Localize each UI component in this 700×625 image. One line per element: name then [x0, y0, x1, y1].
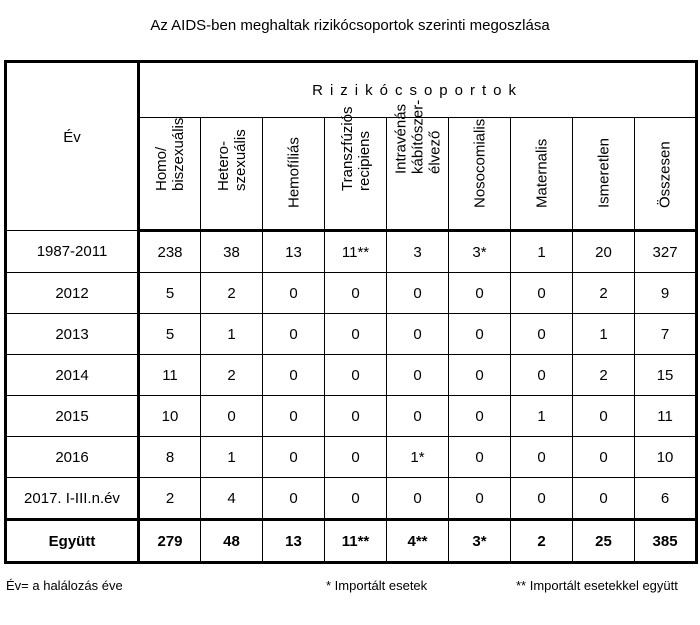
table-cell: 1: [201, 437, 263, 478]
table-cell: 0: [387, 355, 449, 396]
table-cell: 2: [573, 273, 635, 314]
table-cell: 0: [511, 478, 573, 520]
table-cell: 1: [573, 314, 635, 355]
column-header-label: Intravénás kábítószer- élvező: [392, 99, 443, 174]
total-cell: 4**: [387, 520, 449, 563]
column-header: [573, 118, 635, 231]
table-cell: 0: [573, 437, 635, 478]
table-cell: 15: [635, 355, 697, 396]
table-cell: 10: [139, 396, 201, 437]
table-cell: 11**: [325, 231, 387, 273]
table-cell: 0: [449, 396, 511, 437]
table-cell: 0: [263, 314, 325, 355]
column-header: [387, 99, 449, 231]
table-cell: 0: [387, 396, 449, 437]
table-row: [6, 396, 697, 437]
footnote-year: Év= a halálozás éve: [6, 578, 123, 593]
column-header: [511, 118, 573, 231]
table-cell: 3: [387, 231, 449, 273]
table-cell: 1: [511, 231, 573, 273]
table-cell: 11: [635, 396, 697, 437]
table-cell: 2: [573, 355, 635, 396]
table-cell: 0: [325, 396, 387, 437]
column-header: [325, 106, 387, 231]
total-cell: 13: [263, 520, 325, 563]
table-cell: 0: [387, 314, 449, 355]
table-cell: 8: [139, 437, 201, 478]
table-cell: 1*: [387, 437, 449, 478]
table-cell: 3*: [449, 231, 511, 273]
table-cell: 0: [511, 355, 573, 396]
table-cell: 0: [511, 273, 573, 314]
table-cell: 20: [573, 231, 635, 273]
table-cell: 5: [139, 314, 201, 355]
table-cell: 0: [325, 314, 387, 355]
table-cell: 0: [325, 478, 387, 520]
table-row: [6, 478, 697, 520]
mortality-table: [4, 60, 698, 564]
table-cell: 0: [263, 396, 325, 437]
table-cell: 0: [511, 437, 573, 478]
table-cell: 0: [325, 437, 387, 478]
table-cell: 4: [201, 478, 263, 520]
table-cell: 0: [449, 437, 511, 478]
row-year: 2015: [6, 396, 139, 437]
total-cell: 385: [635, 520, 697, 563]
table-cell: 0: [573, 396, 635, 437]
table-row: [6, 314, 697, 355]
column-header: [139, 118, 201, 231]
total-cell: 48: [201, 520, 263, 563]
column-header-label: Összesen: [656, 141, 674, 208]
table-cell: 0: [511, 314, 573, 355]
column-header-label: Maternalis: [533, 138, 550, 208]
table-cell: 9: [635, 273, 697, 314]
risk-group-header: Rizikócsoportok: [139, 62, 697, 118]
table-cell: 0: [263, 478, 325, 520]
column-header: [201, 118, 263, 231]
table-cell: 0: [573, 478, 635, 520]
table-cell: 0: [387, 273, 449, 314]
table-row: [6, 437, 697, 478]
table-cell: 7: [635, 314, 697, 355]
table-cell: 0: [263, 355, 325, 396]
table-cell: 0: [263, 273, 325, 314]
table-cell: 10: [635, 437, 697, 478]
table-cell: 0: [201, 396, 263, 437]
table-cell: 1: [201, 314, 263, 355]
table-cell: 0: [325, 273, 387, 314]
row-year: 2016: [6, 437, 139, 478]
row-year: 2012: [6, 273, 139, 314]
page-title: Az AIDS-ben meghaltak rizikócsoportok szerinti megoszlása: [150, 17, 550, 34]
table-cell: 238: [139, 231, 201, 273]
column-header: [635, 118, 697, 231]
total-row: [6, 520, 697, 563]
table-cell: 2: [201, 273, 263, 314]
table-cell: 0: [325, 355, 387, 396]
column-header-label: Hetero- szexuális: [214, 129, 249, 191]
table-cell: 13: [263, 231, 325, 273]
row-year: 1987-2011: [6, 231, 139, 273]
table-row: [6, 355, 697, 396]
year-column-header: Év: [6, 62, 139, 231]
total-label: Együtt: [6, 520, 139, 563]
footnote-with-imported: ** Importált esetekkel együtt: [516, 578, 678, 593]
table-cell: 0: [387, 478, 449, 520]
table-cell: 0: [263, 437, 325, 478]
footnote-imported: * Importált esetek: [326, 578, 428, 593]
column-header: [263, 118, 325, 231]
table-cell: 38: [201, 231, 263, 273]
column-header-label: Homo/ biszexuális: [153, 117, 187, 191]
total-cell: 2: [511, 520, 573, 563]
table-cell: 0: [449, 273, 511, 314]
column-header-label: Transzfúziós recipiens: [338, 106, 373, 191]
column-header: [449, 118, 511, 231]
total-cell: 11**: [325, 520, 387, 563]
row-year: 2013: [6, 314, 139, 355]
total-cell: 25: [573, 520, 635, 563]
row-year: 2017. I-III.n.év: [6, 478, 139, 520]
column-header-label: Nosocomialis: [471, 118, 488, 208]
table-cell: 327: [635, 231, 697, 273]
column-header-label: Ismeretlen: [595, 137, 612, 208]
total-cell: 279: [139, 520, 201, 563]
row-year: 2014: [6, 355, 139, 396]
table-cell: 6: [635, 478, 697, 520]
column-header-label: Hemofíliás: [285, 137, 302, 208]
table-cell: 2: [139, 478, 201, 520]
table-cell: 11: [139, 355, 201, 396]
table-cell: 0: [449, 478, 511, 520]
table-row: [6, 273, 697, 314]
total-cell: 3*: [449, 520, 511, 563]
table-cell: 5: [139, 273, 201, 314]
table-cell: 1: [511, 396, 573, 437]
table-cell: 0: [449, 355, 511, 396]
table-cell: 0: [449, 314, 511, 355]
table-row: [6, 231, 697, 273]
table-cell: 2: [201, 355, 263, 396]
